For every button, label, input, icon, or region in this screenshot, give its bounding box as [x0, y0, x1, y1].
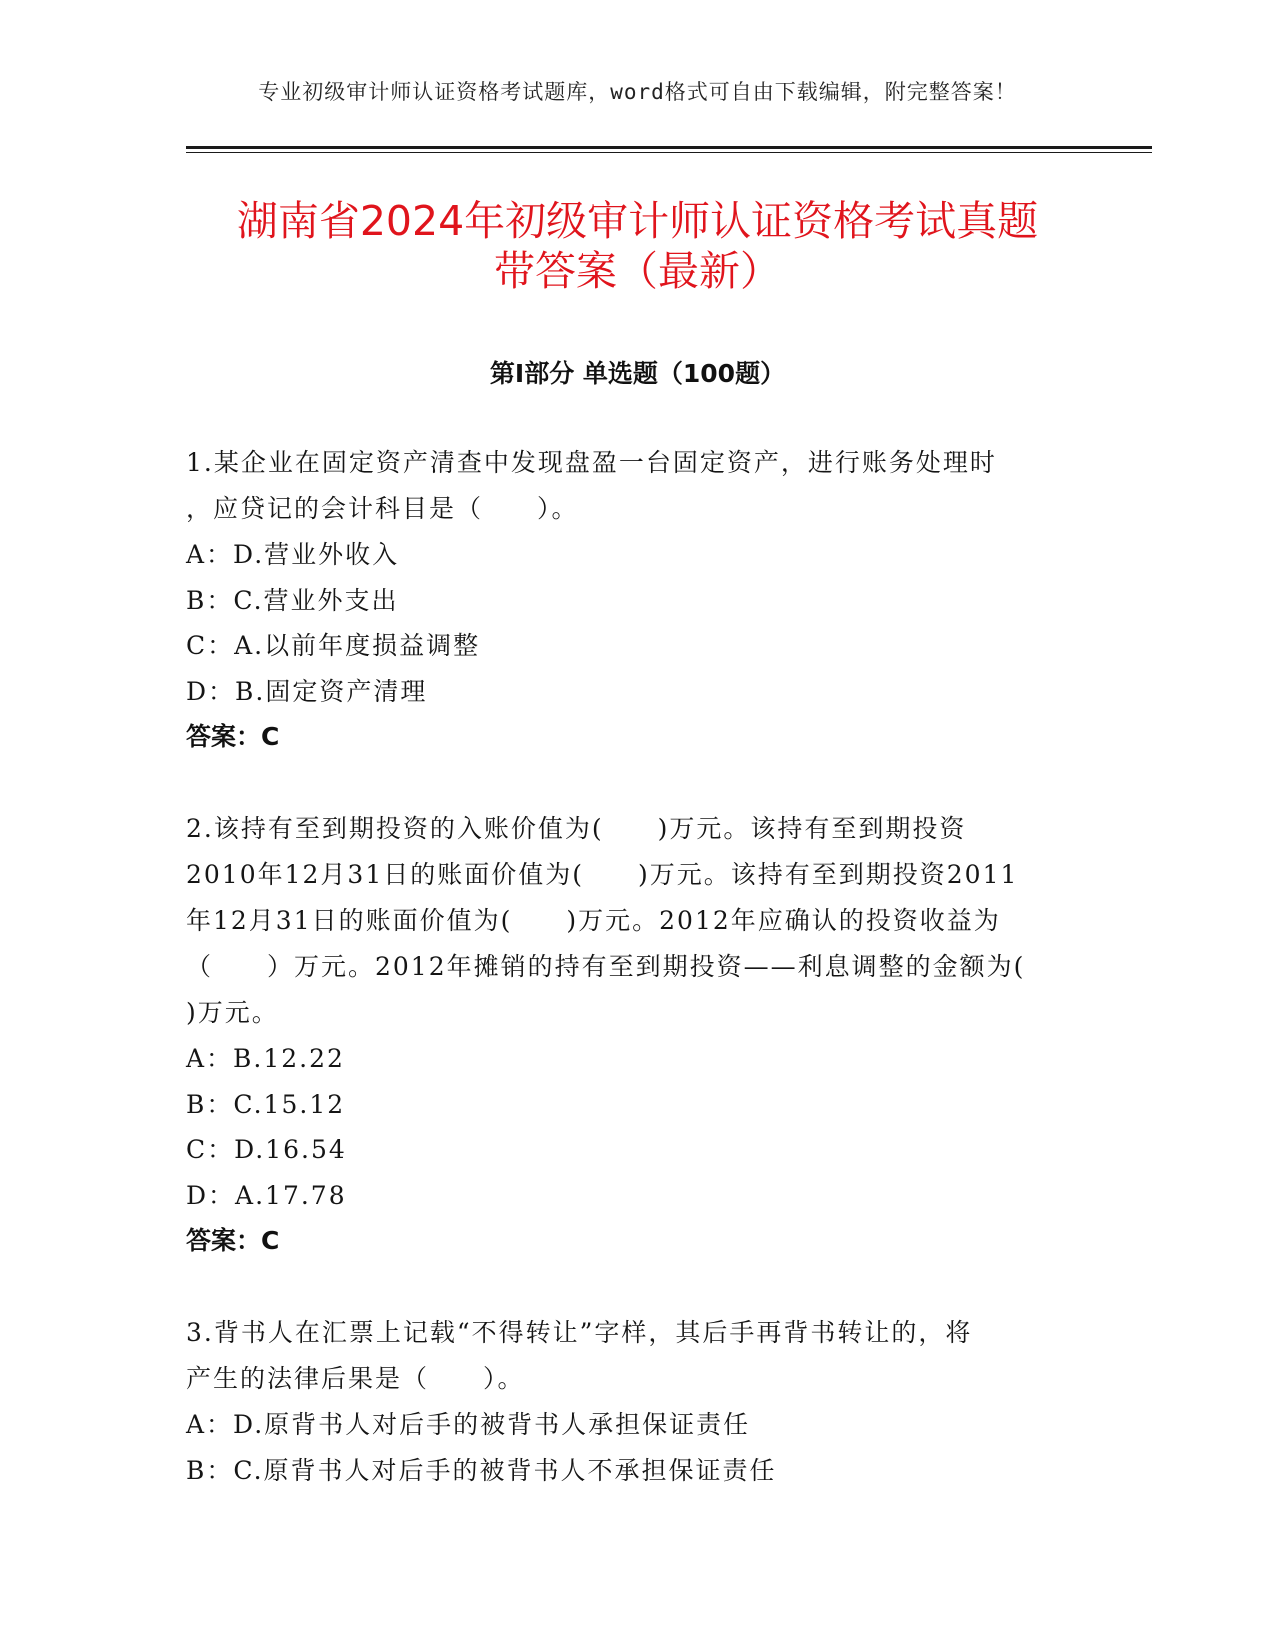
section-heading: 第Ⅰ部分 单选题（100题） [489, 359, 786, 388]
answer-option: C：D.16.54 [186, 1135, 347, 1164]
document-title-line-2: 带答案（最新） [494, 247, 781, 295]
question-item [186, 1310, 1086, 1493]
question-item [186, 440, 1086, 760]
answer-option: A：D.营业外收入 [186, 540, 400, 569]
answer-key: 答案：C [186, 1226, 280, 1255]
question-stem-line: )万元。 [186, 998, 279, 1027]
question-stem-line: 产生的法律后果是（ ）。 [186, 1364, 525, 1393]
answer-option: B：C.15.12 [186, 1089, 346, 1119]
question-stem-line: （ ）万元。2012年摊销的持有至到期投资——利息调整的金额为( [186, 952, 1026, 981]
question-stem-line: 3.背书人在汇票上记载“不得转让”字样，其后手再背书转让的，将 [186, 1318, 973, 1347]
answer-option: A：D.原背书人对后手的被背书人承担保证责任 [186, 1410, 751, 1439]
option-list [186, 1036, 1086, 1218]
question-stem-line: 2010年12月31日的账面价值为( )万元。该持有至到期投资2011 [186, 860, 1019, 889]
option-list [186, 532, 1086, 714]
header-divider-thick [186, 146, 1152, 149]
question-stem-line: 1.某企业在固定资产清查中发现盘盈一台固定资产，进行账务处理时 [186, 448, 997, 477]
document-title-line-1: 湖南省2024年初级审计师认证资格考试真题 [236, 197, 1039, 245]
question-list [186, 440, 1086, 1539]
answer-option: A：B.12.22 [186, 1044, 345, 1073]
question-stem-line: 年12月31日的账面价值为( )万元。2012年应确认的投资收益为 [186, 906, 1001, 935]
header-divider-thin [186, 152, 1152, 153]
question-stem-line: ，应贷记的会计科目是（ ）。 [186, 494, 579, 523]
answer-option: B：C.原背书人对后手的被背书人不承担保证责任 [186, 1455, 777, 1485]
answer-option: B：C.营业外支出 [186, 585, 399, 615]
option-list [186, 1402, 1086, 1493]
answer-option: D：A.17.78 [186, 1180, 347, 1210]
question-stem-line: 2.该持有至到期投资的入账价值为( )万元。该持有至到期投资 [186, 814, 967, 843]
answer-option: C：A.以前年度损益调整 [186, 631, 481, 660]
header-note: 专业初级审计师认证资格考试题库，word格式可自由下载编辑，附完整答案！ [258, 80, 1017, 104]
question-item [186, 806, 1086, 1264]
answer-option: D：B.固定资产清理 [186, 676, 428, 706]
answer-key: 答案：C [186, 722, 280, 751]
document-title [150, 196, 1125, 296]
